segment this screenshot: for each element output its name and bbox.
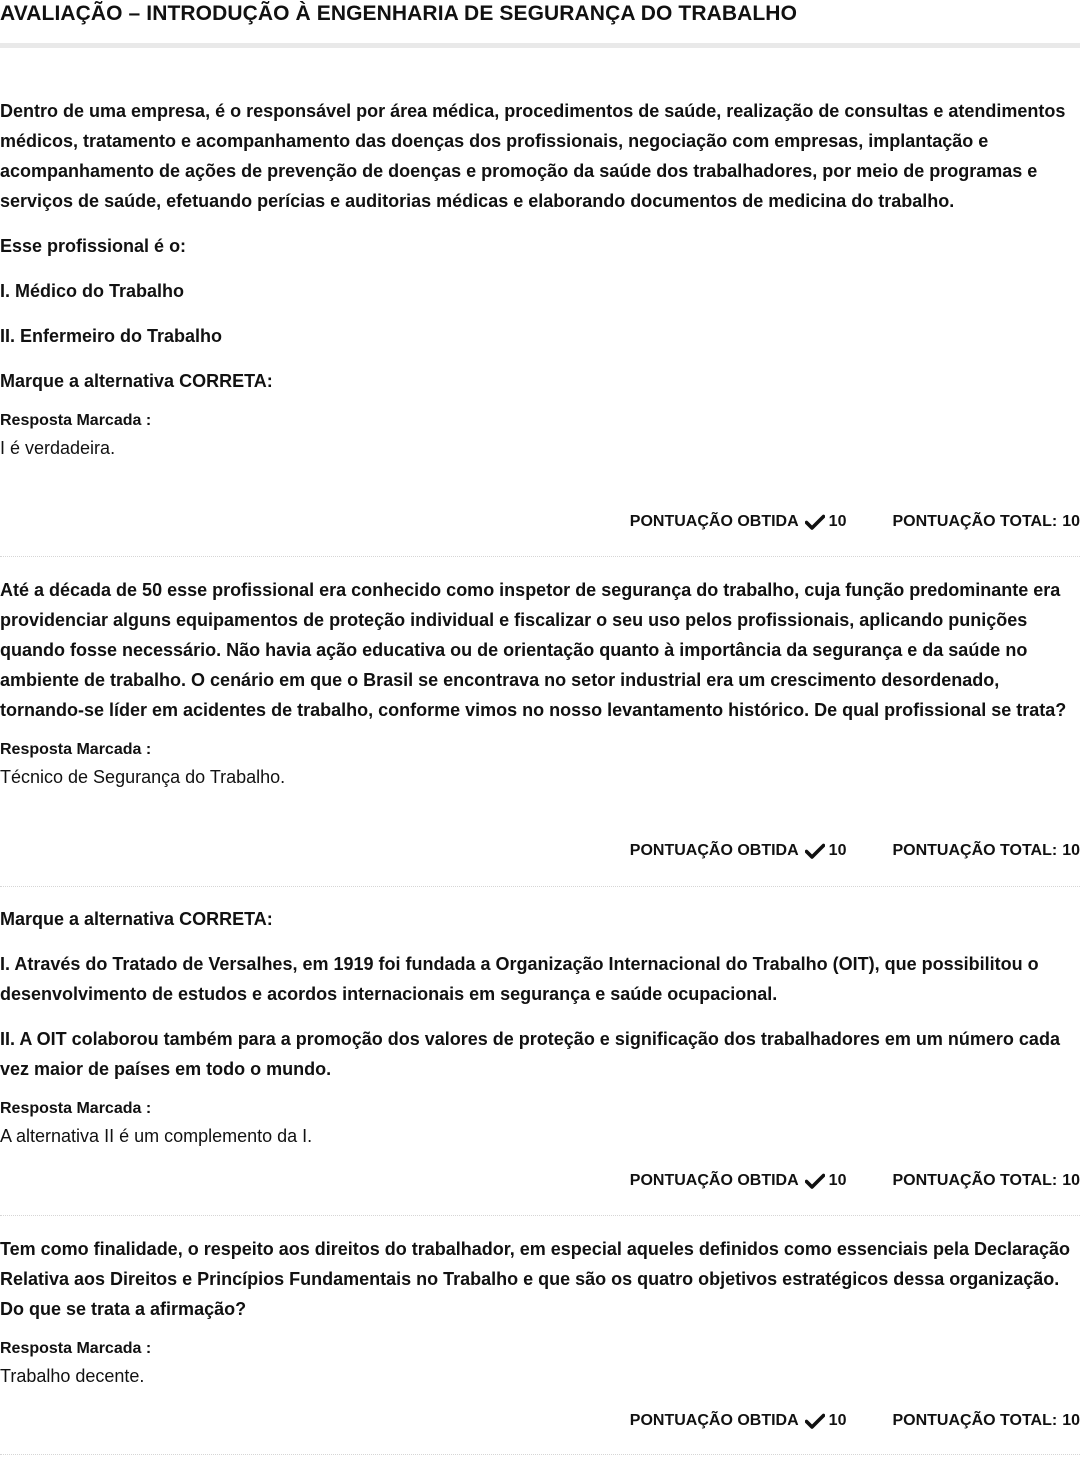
page-title: AVALIAÇÃO – INTRODUÇÃO À ENGENHARIA DE SEGURANÇA DO TRABALHO	[0, 2, 798, 25]
question-option: II. A OIT colaborou também para a promoção dos valores de proteção e significação dos trabalhadores em um número cada vez maior de países em todo o mundo.	[0, 1029, 1060, 1079]
score-row	[630, 1412, 1080, 1430]
score-total-label: PONTUAÇÃO TOTAL:	[892, 842, 1058, 859]
check-icon	[805, 1173, 825, 1189]
score-obtained-label: PONTUAÇÃO OBTIDA	[629, 842, 799, 859]
question-option: I. Através do Tratado de Versalhes, em 1919 foi fundada a Organização Internacional do Trabalho (OIT), que possibilitou o desenvolvimento de estudos e acordos internacionais em segurança e saúde ocupacional.	[0, 954, 1039, 1004]
score-total-value: 10	[1062, 513, 1080, 530]
question-text: Tem como finalidade, o respeito aos direitos do trabalhador, em especial aqueles definidos como essenciais pela Declaração Relativa aos Direitos e Princípios Fundamentais no Trabalho e que são os quatro objetivos estratégicos dessa organização. Do que se trata a afirmação?	[0, 1239, 1071, 1319]
title-divider	[0, 43, 1080, 48]
check-icon	[805, 1413, 825, 1429]
question-divider	[0, 886, 1080, 887]
score-obtained-value: 10	[828, 1172, 847, 1189]
answer-value: Trabalho decente.	[0, 1366, 145, 1386]
answer-label: Resposta Marcada :	[0, 1100, 152, 1117]
question-option: II. Enfermeiro do Trabalho	[0, 326, 223, 346]
score-total-label: PONTUAÇÃO TOTAL:	[892, 1172, 1058, 1189]
question-text: Dentro de uma empresa, é o responsável por área médica, procedimentos de saúde, realização de consultas e atendimentos médicos, tratamento e acompanhamento das doenças dos profissionais, negociação com empresas, implantação e acompanhamento de ações de prevenção de doenças e promoção da saúde dos trabalhadores, por meio de programas e serviços de saúde, efetuando perícias e auditorias médicas e elaborando documentos de medicina do trabalho.	[0, 101, 1066, 211]
score-obtained-value: 10	[828, 1412, 847, 1429]
question-text: Marque a alternativa CORRETA:	[0, 909, 273, 929]
score-total-value: 10	[1062, 1412, 1080, 1429]
question-text: Até a década de 50 esse profissional era conhecido como inspetor de segurança do trabalho, cuja função predominante era providenciar alguns equipamentos de proteção individual e fiscalizar o seu uso pelos profissionais, aplicando punições quando fosse necessário. Não havia ação educativa ou de orientação quanto à importância da segurança e da saúde no ambiente de trabalho. O cenário em que o Brasil se encontrava no setor industrial era um crescimento desordenado, tornando-se líder em acidentes de trabalho, conforme vimos no nosso levantamento histórico. De qual profissional se trata?	[0, 580, 1067, 720]
question-option: I. Médico do Trabalho	[0, 281, 185, 301]
answer-label: Resposta Marcada :	[0, 741, 152, 758]
score-obtained-label: PONTUAÇÃO OBTIDA	[629, 1172, 799, 1189]
check-icon	[805, 514, 825, 530]
score-obtained-value: 10	[828, 513, 847, 530]
question-divider	[0, 1215, 1080, 1216]
question-block	[0, 904, 1080, 1147]
question-block	[0, 1234, 1080, 1387]
question-divider	[0, 556, 1080, 557]
answer-value: I é verdadeira.	[0, 438, 116, 458]
score-total-label: PONTUAÇÃO TOTAL:	[892, 513, 1058, 530]
question-block	[0, 96, 1080, 459]
score-row	[630, 1172, 1080, 1190]
score-obtained-label: PONTUAÇÃO OBTIDA	[629, 1412, 799, 1429]
question-text: Esse profissional é o:	[0, 236, 187, 256]
check-icon	[805, 843, 825, 859]
answer-value: A alternativa II é um complemento da I.	[0, 1126, 313, 1146]
score-row	[630, 513, 1080, 531]
question-block	[0, 575, 1080, 788]
question-text: Marque a alternativa CORRETA:	[0, 371, 273, 391]
question-divider	[0, 1454, 1080, 1455]
answer-label: Resposta Marcada :	[0, 412, 152, 429]
answer-label: Resposta Marcada :	[0, 1340, 152, 1357]
score-total-label: PONTUAÇÃO TOTAL:	[892, 1412, 1058, 1429]
answer-value: Técnico de Segurança do Trabalho.	[0, 767, 286, 787]
score-obtained-label: PONTUAÇÃO OBTIDA	[629, 513, 799, 530]
score-obtained-value: 10	[828, 842, 847, 859]
score-total-value: 10	[1062, 1172, 1080, 1189]
score-row	[630, 842, 1080, 860]
score-total-value: 10	[1062, 842, 1080, 859]
